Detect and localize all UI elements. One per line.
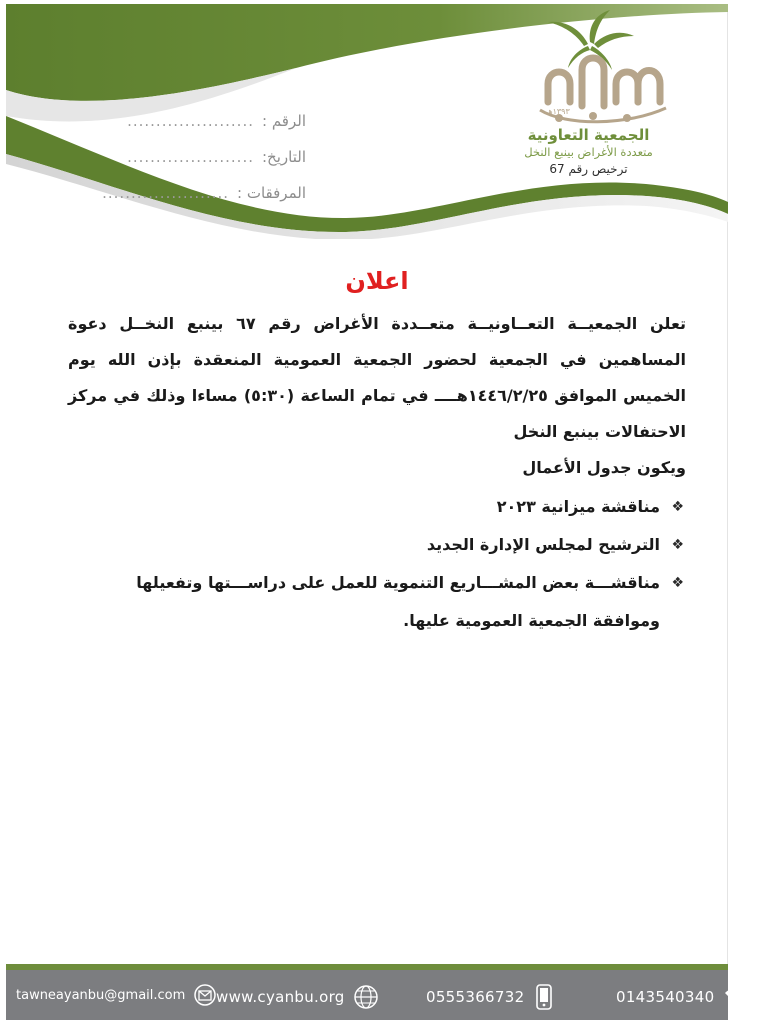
logo-subtitle: متعددة الأغراض بينبع النخل	[524, 145, 653, 159]
logo-name: الجمعية التعاونية	[527, 126, 650, 144]
email-icon	[193, 984, 217, 1006]
agenda-list	[68, 488, 686, 640]
globe-icon	[353, 984, 379, 1010]
reference-number-dots: ......................	[127, 112, 254, 130]
date-label: التاريخ:	[262, 148, 306, 166]
footer-phone	[616, 984, 752, 1010]
letterhead-page	[6, 4, 728, 1020]
agenda-item-text: مناقشـــة بعض المشـــاريع التنموية للعمل على دراســـتها وتفعيلها وموافقة الجمعية العمومية عليها.	[136, 573, 660, 630]
logo-license: ترخيص رقم 67	[549, 162, 628, 176]
email-text[interactable]: tawneayanbu@gmail.com	[16, 987, 186, 1003]
phone-text[interactable]: 0143540340	[616, 988, 715, 1006]
mobile-text[interactable]: 0555366732	[426, 988, 525, 1006]
agenda-item	[68, 564, 684, 640]
announcement-body	[68, 264, 686, 640]
footer-website	[216, 984, 379, 1010]
logo-text-block	[506, 126, 671, 177]
reference-fields	[102, 112, 306, 220]
agenda-intro: ويكون جدول الأعمال	[522, 458, 686, 477]
agenda-item-text: مناقشة ميزانية ٢٠٢٣	[496, 497, 660, 516]
logo-year: ١٣٩٣هـ	[546, 107, 570, 116]
diamond-bullet-icon: ❖	[671, 537, 684, 553]
attachments-row	[102, 184, 306, 220]
date-dots: ......................	[127, 148, 254, 166]
agenda-item	[68, 488, 684, 526]
announcement-title: اعلان	[345, 267, 409, 295]
diamond-bullet-icon: ❖	[671, 499, 684, 515]
telephone-icon	[722, 984, 752, 1010]
footer-email	[16, 984, 217, 1006]
contact-footer	[6, 970, 728, 1020]
agenda-item	[68, 526, 684, 564]
attachments-dots: ......................	[102, 184, 230, 202]
announcement-paragraph: تعلن الجمعيــة التعــاونيــة متعــددة الأغراض رقم ٦٧ بينبع النخــل دعوة المساهمين في الجمعية لحضور الجمعية العمومية المنعقدة بإذن الله يوم الخميس الموافق ١٤٤٦/٢/٢٥هــــ في تمام الساعة (٥:٣٠) مساءا وذلك في مركز الاحتفالات بينبع النخل	[68, 314, 687, 441]
date-row	[116, 148, 306, 184]
footer-mobile	[426, 984, 554, 1010]
website-text[interactable]: www.cyanbu.org	[216, 988, 345, 1006]
reference-number-row	[116, 112, 306, 148]
diamond-bullet-icon: ❖	[671, 575, 684, 591]
mobile-phone-icon	[534, 984, 554, 1010]
agenda-item-text: الترشيح لمجلس الإدارة الجديد	[426, 535, 660, 554]
reference-number-label: الرقم :	[262, 112, 306, 130]
attachments-label: المرفقات :	[237, 184, 306, 202]
